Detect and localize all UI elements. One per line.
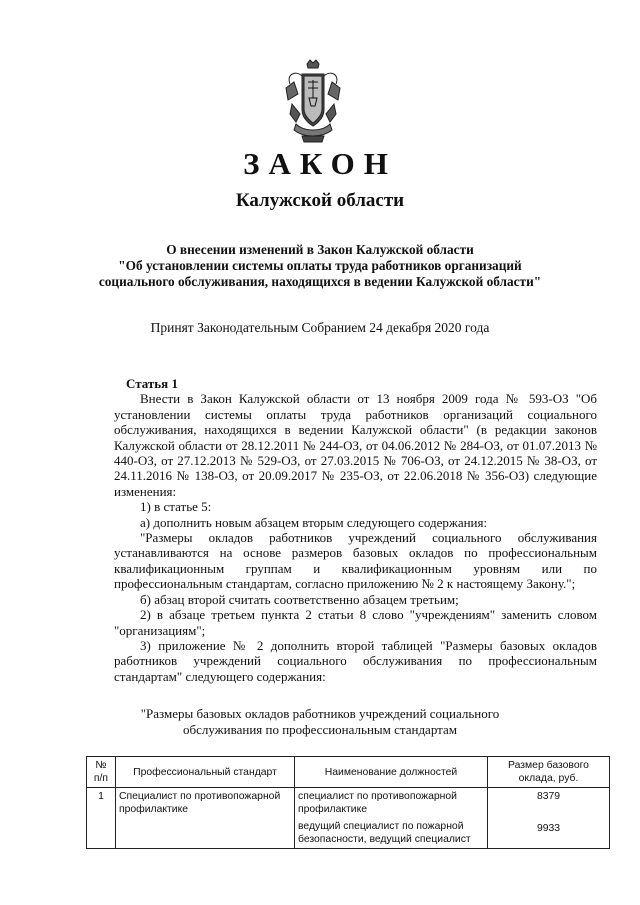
salary-value: 8379 — [536, 791, 561, 802]
header-num: № п/п — [87, 757, 116, 788]
law-title: ЗАКОН — [243, 146, 397, 181]
subject-line: "Об установлении системы оплаты труда работников организаций — [118, 258, 522, 273]
article-intro: Внести в Закон Калужской области от 13 ноября 2009 года № 593-ОЗ "Об установлении системы оплаты труда работников организаций социального обслуживания, находящихся в ведении Калужской области" (в редакции законов Калужской области от 28.12.2011 № 244-ОЗ, от 04.06.2012 № 284-ОЗ, от 01.07.2013 № 440-ОЗ, от 27.12.2013 № 529-ОЗ, от 27.03.2015 № 706-ОЗ, от 24.12.2015 № 38-ОЗ, от 24.11.2016 № 138-ОЗ, от 20.09.2017 № 235-ОЗ, от 22.06.2018 № 356-ОЗ) следующие изменения: — [114, 391, 597, 499]
adoption-note: Принят Законодательным Собранием 24 декабря 2020 года — [150, 320, 490, 335]
kaluga-coat-of-arms-icon — [282, 58, 344, 144]
law-subject — [0, 242, 640, 290]
salary-value: 9933 — [536, 823, 561, 834]
salary-table — [86, 756, 610, 849]
item-3: 3) приложение № 2 дополнить второй таблицей "Размеры базовых окладов работников учреждений социального обслуживания по профессиональным стандартам" следующего содержания: — [114, 637, 597, 684]
item-1a: а) дополнить новым абзацем вторым следующего содержания: — [140, 514, 488, 530]
item-1b: б) абзац второй считать соответственно абзацем третьим; — [140, 591, 459, 607]
article-heading: Статья 1 — [126, 376, 178, 391]
item-1: 1) в статье 5: — [140, 499, 212, 515]
header-standard: Профессиональный стандарт — [116, 757, 295, 788]
header-position: Наименование должностей — [295, 757, 488, 788]
table-title-line: "Размеры базовых окладов работников учреждений социального — [140, 706, 500, 721]
table-header-row — [87, 757, 610, 788]
subject-line: социального обслуживания, находящихся в ведении Калужской области" — [98, 274, 542, 289]
row-num: 1 — [87, 788, 116, 849]
article-body — [114, 376, 597, 684]
row-positions — [295, 788, 488, 849]
item-1a-quote: "Размеры окладов работников учреждений социального обслуживания устанавливаются на основе размеров базовых окладов по профессиональным квалификационным группам и квалификационным уровням или по профессиональным стандартам, согласно приложению № 2 к настоящему Закону."; — [114, 530, 597, 592]
subject-line: О внесении изменений в Закон Калужской области — [166, 242, 474, 257]
position-name: специалист по противопожарной профилактике — [298, 791, 457, 815]
position-name: ведущий специалист по пожарной безопасности, ведущий специалист — [298, 821, 471, 845]
table-title — [0, 706, 640, 738]
item-2: 2) в абзаце третьем пункта 2 статьи 8 слово "учреждениям" заменить словом "организациям"; — [114, 607, 597, 638]
header-salary: Размер базового оклада, руб. — [488, 757, 610, 788]
region-name: Калужской области — [235, 190, 405, 211]
row-salaries — [488, 788, 610, 849]
row-standard: Специалист по противопожарной профилактике — [116, 788, 295, 849]
table-title-line: обслуживания по профессиональным стандартам — [182, 722, 457, 737]
table-row — [87, 788, 610, 849]
